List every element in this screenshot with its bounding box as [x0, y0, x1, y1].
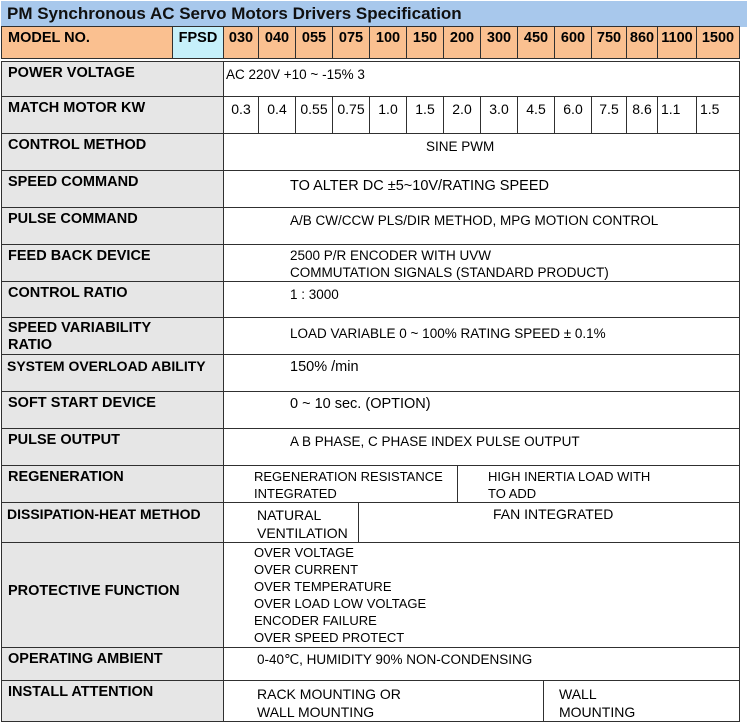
row-label-install-attention: INSTALL ATTENTION: [1, 680, 224, 722]
model-header-1100: 1100: [657, 26, 697, 59]
row-label-regeneration: REGENERATION: [1, 465, 224, 503]
model-header-150: 150: [406, 26, 444, 59]
protective-function-value: [223, 542, 740, 648]
install-attention-value-a: [223, 680, 544, 722]
kw-value-1100: 1.1: [657, 96, 697, 134]
feed-back-device-text: 2500 P/R ENCODER WITH UVW COMMUTATION SIGNALS (STANDARD PRODUCT): [290, 248, 609, 280]
operating-ambient-value: [223, 647, 740, 681]
row-label-operating-ambient: OPERATING AMBIENT: [1, 647, 224, 681]
regeneration-value-b: [457, 465, 740, 503]
kw-value-1500: 1.5: [696, 96, 740, 134]
speed-variability-text: LOAD VARIABLE 0 ~ 100% RATING SPEED ± 0.1%: [290, 326, 606, 341]
row-label-pulse-command: PULSE COMMAND: [1, 207, 224, 245]
operating-ambient-text: 0-40℃, HUMIDITY 90% NON-CONDENSING: [257, 652, 533, 667]
install-attention-text-a: RACK MOUNTING OR WALL MOUNTING: [257, 686, 401, 720]
dissipation-value-b: [358, 502, 740, 543]
page-title: PM Synchronous AC Servo Motors Drivers Specification: [1, 1, 747, 27]
kw-value-750: 7.5: [591, 96, 627, 134]
control-ratio-value: [223, 281, 740, 318]
power-voltage-value: [223, 61, 740, 97]
row-label-feed-back-device: FEED BACK DEVICE: [1, 244, 224, 282]
fpsd-prefix-header: FPSD: [172, 26, 224, 59]
protective-function-text: OVER VOLTAGE OVER CURRENT OVER TEMPERATURE OVER LOAD LOW VOLTAGE ENCODER FAILURE OVER SPEED PROTECT: [254, 545, 427, 645]
soft-start-value: [223, 391, 740, 429]
model-header-040: 040: [258, 26, 296, 59]
model-header-450: 450: [517, 26, 555, 59]
kw-value-300: 3.0: [480, 96, 518, 134]
model-header-300: 300: [480, 26, 518, 59]
control-method-value: [223, 133, 740, 171]
pulse-command-text: A/B CW/CCW PLS/DIR METHOD, MPG MOTION CONTROL: [290, 213, 659, 228]
row-label-control-ratio: CONTROL RATIO: [1, 281, 224, 318]
model-no-header: MODEL NO.: [1, 26, 173, 59]
power-voltage-text: AC 220V +10 ~ -15% 3: [226, 67, 365, 82]
pulse-output-text: A B PHASE, C PHASE INDEX PULSE OUTPUT: [290, 434, 580, 449]
model-header-075: 075: [332, 26, 370, 59]
pulse-output-value: [223, 428, 740, 466]
kw-value-055: 0.55: [295, 96, 333, 134]
kw-value-200: 2.0: [443, 96, 481, 134]
kw-value-100: 1.0: [369, 96, 407, 134]
install-attention-text-b: WALL MOUNTING: [559, 686, 636, 720]
model-header-100: 100: [369, 26, 407, 59]
control-ratio-text: 1 : 3000: [290, 287, 339, 302]
control-method-text: SINE PWM: [426, 139, 495, 154]
system-overload-text: 150% /min: [290, 359, 359, 375]
model-header-030: 030: [223, 26, 259, 59]
speed-command-text: TO ALTER DC ±5~10V/RATING SPEED: [290, 178, 549, 194]
row-label-protective-function: PROTECTIVE FUNCTION: [1, 542, 224, 648]
row-label-control-method: CONTROL METHOD: [1, 133, 224, 171]
install-attention-value-b: [543, 680, 740, 722]
kw-value-860: 8.6: [626, 96, 658, 134]
row-label-soft-start-device: SOFT START DEVICE: [1, 391, 224, 429]
dissipation-text-b: FAN INTEGRATED: [493, 506, 614, 522]
soft-start-text: 0 ~ 10 sec. (OPTION): [290, 396, 431, 412]
row-label-pulse-output: PULSE OUTPUT: [1, 428, 224, 466]
kw-value-040: 0.4: [258, 96, 296, 134]
regeneration-value-a: [223, 465, 458, 503]
model-header-600: 600: [554, 26, 592, 59]
row-label-system-overload-ability: SYSTEM OVERLOAD ABILITY: [1, 354, 224, 392]
row-label-match-motor-kw: MATCH MOTOR KW: [1, 96, 224, 134]
row-label-dissipation-heat-method: DISSIPATION-HEAT METHOD: [1, 502, 224, 543]
model-header-750: 750: [591, 26, 627, 59]
model-header-860: 860: [626, 26, 658, 59]
speed-variability-value: [223, 317, 740, 355]
kw-value-030: 0.3: [223, 96, 259, 134]
row-label-speed-command: SPEED COMMAND: [1, 170, 224, 208]
feed-back-device-value: [223, 244, 740, 282]
model-header-200: 200: [443, 26, 481, 59]
dissipation-value-a: [223, 502, 359, 543]
kw-value-075: 0.75: [332, 96, 370, 134]
regeneration-text-b: HIGH INERTIA LOAD WITH TO ADD: [488, 469, 651, 501]
regeneration-text-a: REGENERATION RESISTANCE INTEGRATED: [254, 469, 443, 501]
kw-value-150: 1.5: [406, 96, 444, 134]
kw-value-450: 4.5: [517, 96, 555, 134]
row-label-speed-variability-ratio: SPEED VARIABILITY RATIO: [1, 317, 224, 355]
row-label-power-voltage: POWER VOLTAGE: [1, 61, 224, 97]
speed-command-value: [223, 170, 740, 208]
kw-value-600: 6.0: [554, 96, 592, 134]
dissipation-text-a: NATURAL VENTILATION: [257, 507, 348, 541]
model-header-055: 055: [295, 26, 333, 59]
system-overload-value: [223, 354, 740, 392]
pulse-command-value: [223, 207, 740, 245]
model-header-1500: 1500: [696, 26, 740, 59]
